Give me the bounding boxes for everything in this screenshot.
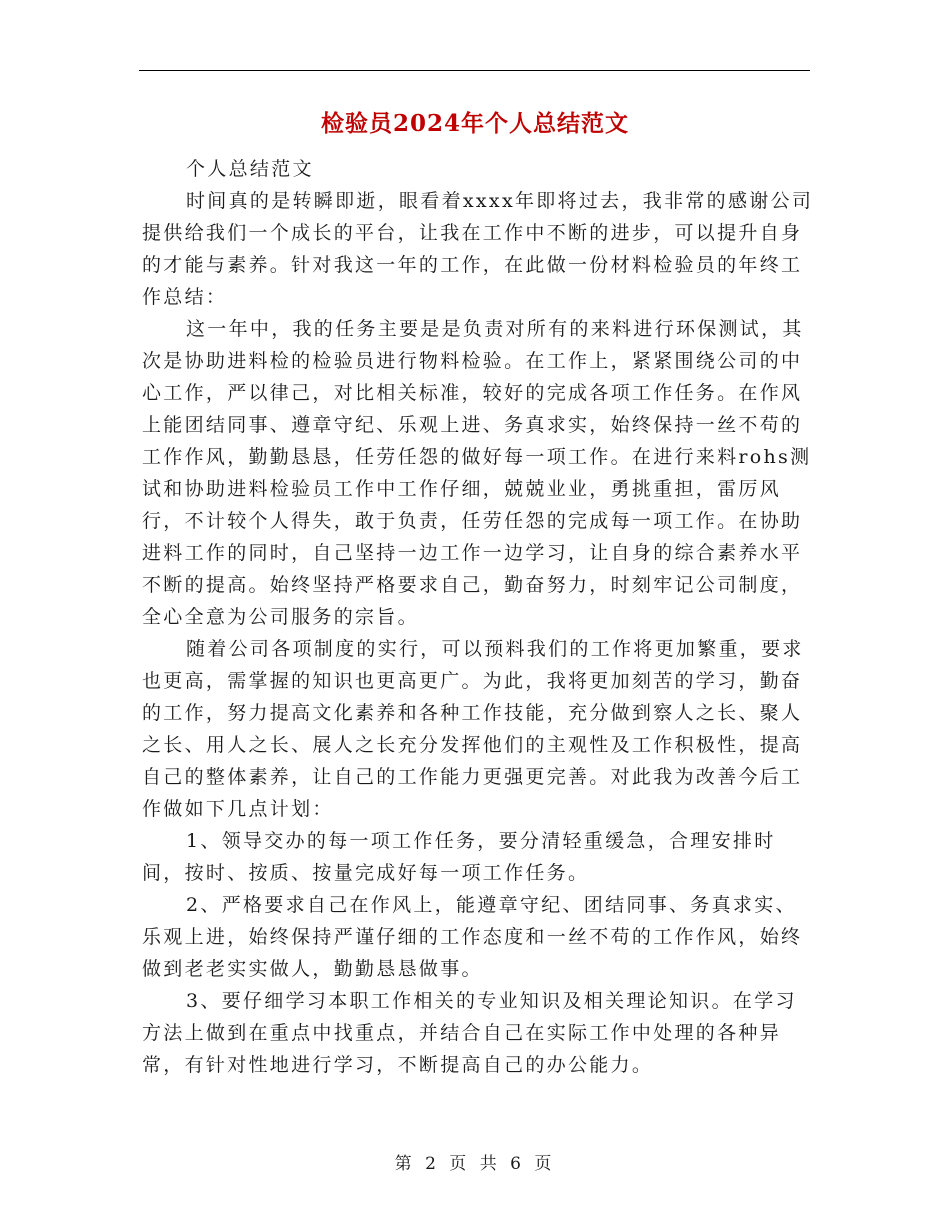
document-title: 检验员2024年个人总结范文	[320, 110, 629, 137]
paragraph-subtitle: 个人总结范文	[186, 158, 314, 180]
paragraph-plan-3: 3、要仔细学习本职工作相关的专业知识及相关理论知识。在学习方法上做到在重点中找重点，并结合自己在实际工作中处理的各种异常，有针对性地进行学习，不断提高自己的办公能力。	[142, 990, 797, 1076]
page-number: 第 2 页 共 6 页	[394, 1154, 556, 1174]
document-body	[142, 153, 818, 1081]
paragraph-intro: 时间真的是转瞬即逝，眼看着xxxx年即将过去，我非常的感谢公司提供给我们一个成长的平台，让我在工作中不断的进步，可以提升自身的才能与素养。针对我这一年的工作，在此做一份材料检验员的年终工作总结：	[142, 190, 814, 308]
paragraph-outlook: 随着公司各项制度的实行，可以预料我们的工作将更加繁重，要求也更高，需掌握的知识也更高更广。为此，我将更加刻苦的学习，勤奋的工作，努力提高文化素养和各种工作技能，充分做到察人之长、聚人之长、用人之长、展人之长充分发挥他们的主观性及工作积极性，提高自己的整体素养，让自己的工作能力更强更完善。对此我为改善今后工作做如下几点计划：	[142, 638, 804, 820]
paragraph-plan-1: 1、领导交办的每一项工作任务，要分清轻重缓急，合理安排时间，按时、按质、按量完成好每一项工作任务。	[142, 830, 776, 884]
paragraph-plan-2: 2、严格要求自己在作风上，能遵章守纪、团结同事、务真求实、乐观上进，始终保持严谨仔细的工作态度和一丝不苟的工作作风，始终做到老老实实做人，勤勤恳恳做事。	[142, 894, 803, 980]
header-rule	[139, 70, 810, 71]
paragraph-duties: 这一年中，我的任务主要是是负责对所有的来料进行环保测试，其次是协助进料检的检验员进行物料检验。在工作上，紧紧围绕公司的中心工作，严以律己，对比相关标准，较好的完成各项工作任务。在作风上能团结同事、遵章守纪、乐观上进、务真求实，始终保持一丝不苟的工作作风，勤勤恳恳，任劳任怨的做好每一项工作。在进行来料rohs测试和协助进料检验员工作中工作仔细，兢兢业业，勇挑重担，雷厉风行，不计较个人得失，敢于负责，任劳任怨的完成每一项工作。在协助进料工作的同时，自己坚持一边工作一边学习，让自身的综合素养水平不断的提高。始终坚持严格要求自己，勤奋努力，时刻牢记公司制度，全心全意为公司服务的宗旨。	[142, 318, 812, 628]
